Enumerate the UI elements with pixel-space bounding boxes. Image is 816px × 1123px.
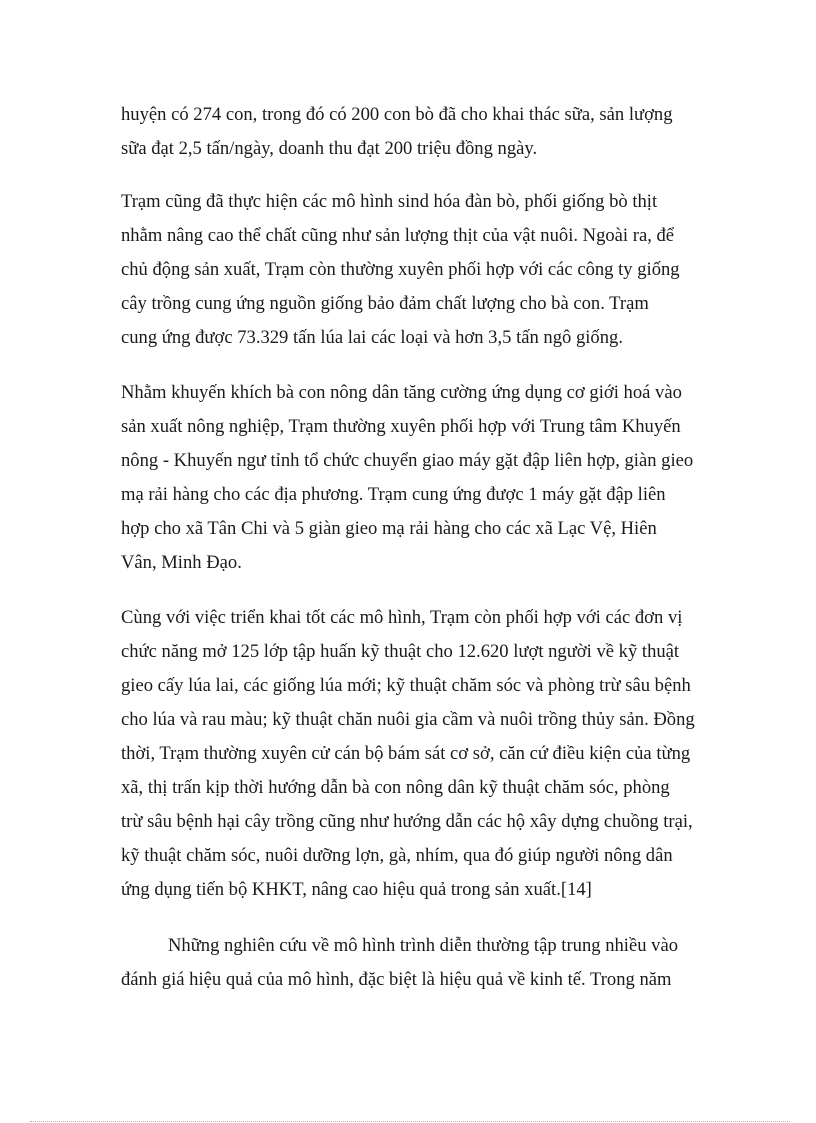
paragraph-breeding-models (121, 185, 721, 355)
text-line: kỹ thuật chăm sóc, nuôi dưỡng lợn, gà, nhím, qua đó giúp người nông dân (121, 845, 673, 866)
text-line: Nhằm khuyến khích bà con nông dân tăng cường ứng dụng cơ giới hoá vào (121, 382, 682, 403)
page-bottom-divider (30, 1121, 790, 1122)
text-line: Vân, Minh Đạo. (121, 552, 242, 573)
text-line: hợp cho xã Tân Chi và 5 giàn gieo mạ rải hàng cho các xã Lạc Vệ, Hiên (121, 518, 657, 539)
text-line: chủ động sản xuất, Trạm còn thường xuyên phối hợp với các công ty giống (121, 259, 680, 280)
text-line: Cùng với việc triển khai tốt các mô hình, Trạm còn phối hợp với các đơn vị (121, 607, 683, 628)
text-line: Những nghiên cứu về mô hình trình diễn thường tập trung nhiều vào (168, 935, 678, 956)
text-line: nhằm nâng cao thể chất cũng như sản lượng thịt của vật nuôi. Ngoài ra, để (121, 225, 675, 246)
text-line: cung ứng được 73.329 tấn lúa lai các loại và hơn 3,5 tấn ngô giống. (121, 327, 623, 348)
paragraph-research-models (121, 929, 721, 997)
text-line: thời, Trạm thường xuyên cử cán bộ bám sát cơ sở, căn cứ điều kiện của từng (121, 743, 691, 764)
text-line: cho lúa và rau màu; kỹ thuật chăn nuôi gia cầm và nuôi trồng thủy sản. Đồng (121, 709, 695, 730)
text-line: huyện có 274 con, trong đó có 200 con bò đã cho khai thác sữa, sản lượng (121, 104, 673, 125)
text-line: Trạm cũng đã thực hiện các mô hình sind hóa đàn bò, phối giống bò thịt (121, 191, 658, 212)
paragraph-dairy-herd (121, 98, 721, 166)
paragraph-mechanization (121, 376, 721, 580)
text-line: mạ rải hàng cho các địa phương. Trạm cung ứng được 1 máy gặt đập liên (121, 484, 666, 505)
text-line: trừ sâu bệnh hại cây trồng cũng như hướng dẫn các hộ xây dựng chuồng trại, (121, 811, 693, 832)
text-line: ứng dụng tiến bộ KHKT, nâng cao hiệu quả trong sản xuất.[14] (121, 879, 592, 900)
paragraph-training (121, 601, 721, 907)
text-line: gieo cấy lúa lai, các giống lúa mới; kỹ thuật chăm sóc và phòng trừ sâu bệnh (121, 675, 691, 696)
text-line: nông - Khuyến ngư tỉnh tổ chức chuyển giao máy gặt đập liên hợp, giàn gieo (121, 450, 694, 471)
text-line: chức năng mở 125 lớp tập huấn kỹ thuật cho 12.620 lượt người về kỹ thuật (121, 641, 680, 662)
text-line: xã, thị trấn kịp thời hướng dẫn bà con nông dân kỹ thuật chăm sóc, phòng (121, 777, 670, 798)
text-line: cây trồng cung ứng nguồn giống bảo đảm chất lượng cho bà con. Trạm (121, 293, 649, 314)
text-line: đánh giá hiệu quả của mô hình, đặc biệt là hiệu quả về kinh tế. Trong năm (121, 969, 672, 990)
text-line: sản xuất nông nghiệp, Trạm thường xuyên phối hợp với Trung tâm Khuyến (121, 416, 681, 437)
text-line: sữa đạt 2,5 tấn/ngày, doanh thu đạt 200 triệu đồng ngày. (121, 138, 538, 159)
